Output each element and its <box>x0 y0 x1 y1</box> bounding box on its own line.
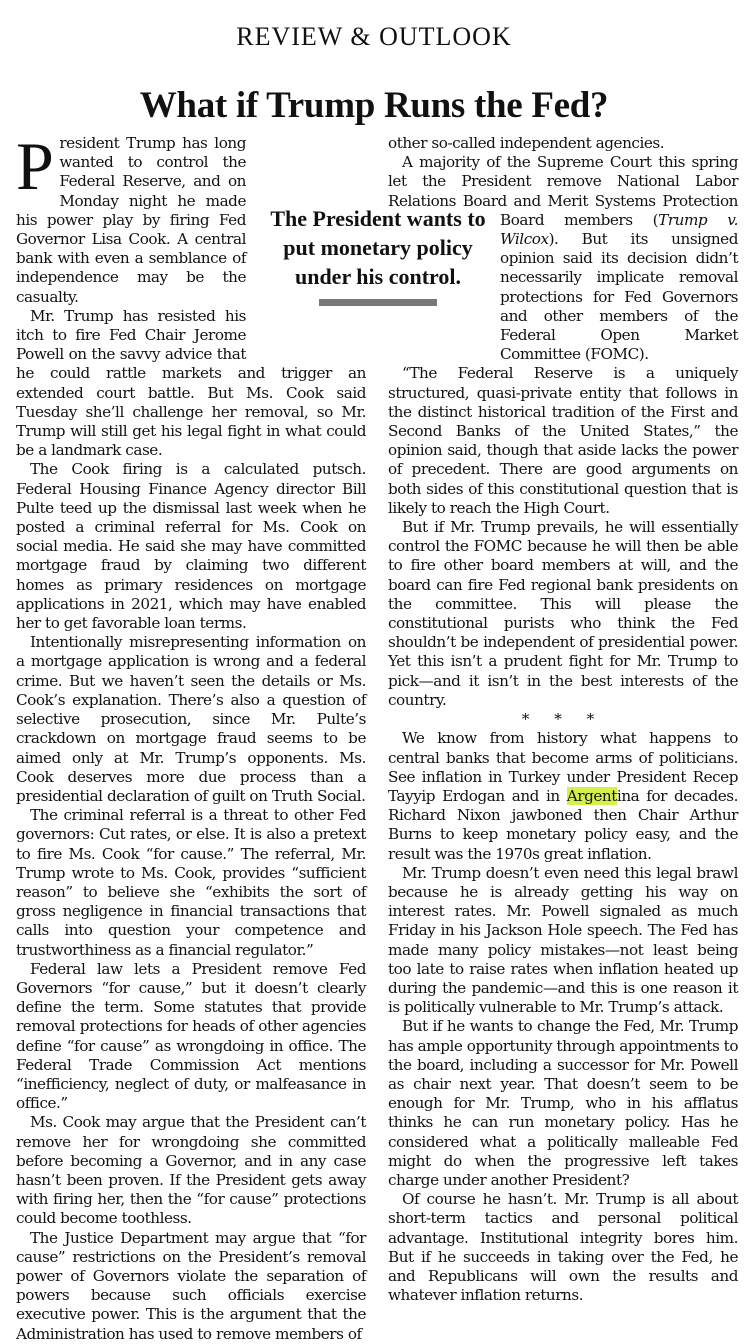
paragraph <box>16 128 366 307</box>
paragraph: The Justice Department may argue that “for cause” restrictions on the President’s removal power of Governors violate the separation of powers because such officials exercise executive power. This is the argument that the Administration has used to remove members of <box>16 1228 366 1343</box>
section-break: * * * <box>521 710 605 729</box>
paragraph <box>388 153 738 364</box>
paragraph: Of course he hasn’t. Mr. Trump is all about short-term tactics and personal political advantage. Institutional integrity bores him. But if he succeeds in taking over the Fed, he and Republicans will own the results and whatever inflation returns. <box>388 1190 738 1305</box>
left-column <box>16 128 366 1344</box>
paragraph-text: A majority of the Supreme Court this spring let the President remove National Labor Relations Board and Merit Systems Protection Board members ( <box>388 153 738 229</box>
pull-quote-spacer <box>246 206 366 354</box>
paragraph-text: resident Trump has long wanted to control the Federal Reserve, and on Monday night he made his power play by firing Fed Governor Lisa Cook. A central bank with even a semblance of independence may be the casualty. <box>16 134 246 306</box>
headline: What if Trump Runs the Fed? <box>139 85 609 126</box>
paragraph-text: ). But its unsigned opinion said its decision didn’t necessarily implicate removal protections for Fed Governors and other members of the Federal Open Market Committee (FOMC). <box>500 230 738 364</box>
drop-cap: P <box>16 128 54 204</box>
highlighted-text: Argent <box>566 786 617 805</box>
pull-quote-text: The President wants to put monetary policy under his control. <box>270 206 486 289</box>
paragraph: But if he wants to change the Fed, Mr. Trump has ample opportunity through appointments to the board, including a successor for Mr. Powell as chair next year. That doesn’t seem to be enough for Mr. Trump, who in his afflatus thinks he can run monetary policy. Has he considered what a politically malleable Fed might do when the progressive left takes charge under another President? <box>388 1017 739 1189</box>
paragraph: The Cook firing is a calculated putsch. Federal Housing Finance Agency director Bill Pulte teed up the dismissal last week when he posted a criminal referral for Ms. Cook on social media. He said she may have committed mortgage fraud by claiming two different homes as primary residences on mortgage applications in 2021, which may have enabled her to get favorable loan terms. <box>16 460 366 633</box>
paragraph: Ms. Cook may argue that the President can’t remove her for wrongdoing she committed before becoming a Governor, and in any case hasn’t been proven. If the President gets away with firing her, then the “for cause” protections could become toothless. <box>16 1113 366 1228</box>
paragraph-text: ina for decades. Richard Nixon jawboned then Chair Arthur Burns to keep monetary policy easy, and the result was the 1970s great inflation. <box>388 786 739 863</box>
paragraph: The criminal referral is a threat to other Fed governors: Cut rates, or else. It is also a pretext to fire Ms. Cook “for cause.” The referral, Mr. Trump wrote to Ms. Cook, provides “sufficient reason” to believe she “exhibits the sort of gross negligence in financial transactions that calls into question your competence and trustworthiness as a financial regulator.” <box>16 806 366 959</box>
case-name: Trump v. Wilcox <box>500 210 738 249</box>
paragraph: “The Federal Reserve is a uniquely structured, quasi-private entity that follows in the distinct historical tradition of the First and Second Banks of the United States,” the opinion said, though that aside lacks the power of precedent. There are good arguments on both sides of this constitutional question that is likely to reach the High Court. <box>388 364 738 517</box>
paragraph: other so-called independent agencies. <box>388 134 665 152</box>
right-column <box>388 134 738 1305</box>
paragraph-text: We know from history what happens to central banks that become arms of politicians. See inflation in Turkey under President Recep Tayyip Erdogan and in <box>388 729 738 805</box>
paragraph: Intentionally misrepresenting information on a mortgage application is wrong and a federal crime. But we haven’t seen the details or Ms. Cook’s explanation. There’s also a question of selective prosecution, since Mr. Pulte’s crackdown on mortgage fraud seems to be aimed only at Mr. Trump’s opponents. Ms. Cook deserves more due process than a presidential declaration of guilt on Truth Social. <box>16 633 366 805</box>
paragraph: But if Mr. Trump prevails, he will essentially control the FOMC because he will then be able to fire other board members at will, and the board can fire Fed regional bank presidents on the committee. This will please the constitutional purists who think the Fed shouldn’t be independent of presidential power. Yet this isn’t a prudent fight for Mr. Trump to pick—and it isn’t in the best interests of the country. <box>388 518 738 709</box>
paragraph: Mr. Trump has resisted his itch to fire Fed Chair Jerome Powell on the savvy advice that he could rattle markets and trigger an extended court battle. But Ms. Cook said Tuesday she’ll challenge her removal, so Mr. Trump will still get his legal fight in what could be a landmark case. <box>16 306 366 460</box>
paragraph: Federal law lets a President remove Fed Governors “for cause,” but it doesn’t clearly define the term. Some statutes that provide removal protections for heads of other agencies define “for cause” as wrongdoing in office. The Federal Trade Commission Act mentions “inefficiency, neglect of duty, or malfeasance in office.” <box>16 959 366 1113</box>
section-heading: REVIEW & OUTLOOK <box>236 22 512 51</box>
paragraph <box>388 729 738 863</box>
pull-quote-spacer <box>388 237 500 357</box>
paragraph: Mr. Trump doesn’t even need this legal brawl because he is already getting his way on interest rates. Mr. Powell signaled as much Friday in his Jackson Hole speech. The Fed has made many policy mistakes—not least being too late to raise rates when inflation heated up during the pandemic—and this is one reason it is politically vulnerable to Mr. Trump’s attack. <box>388 863 738 1017</box>
